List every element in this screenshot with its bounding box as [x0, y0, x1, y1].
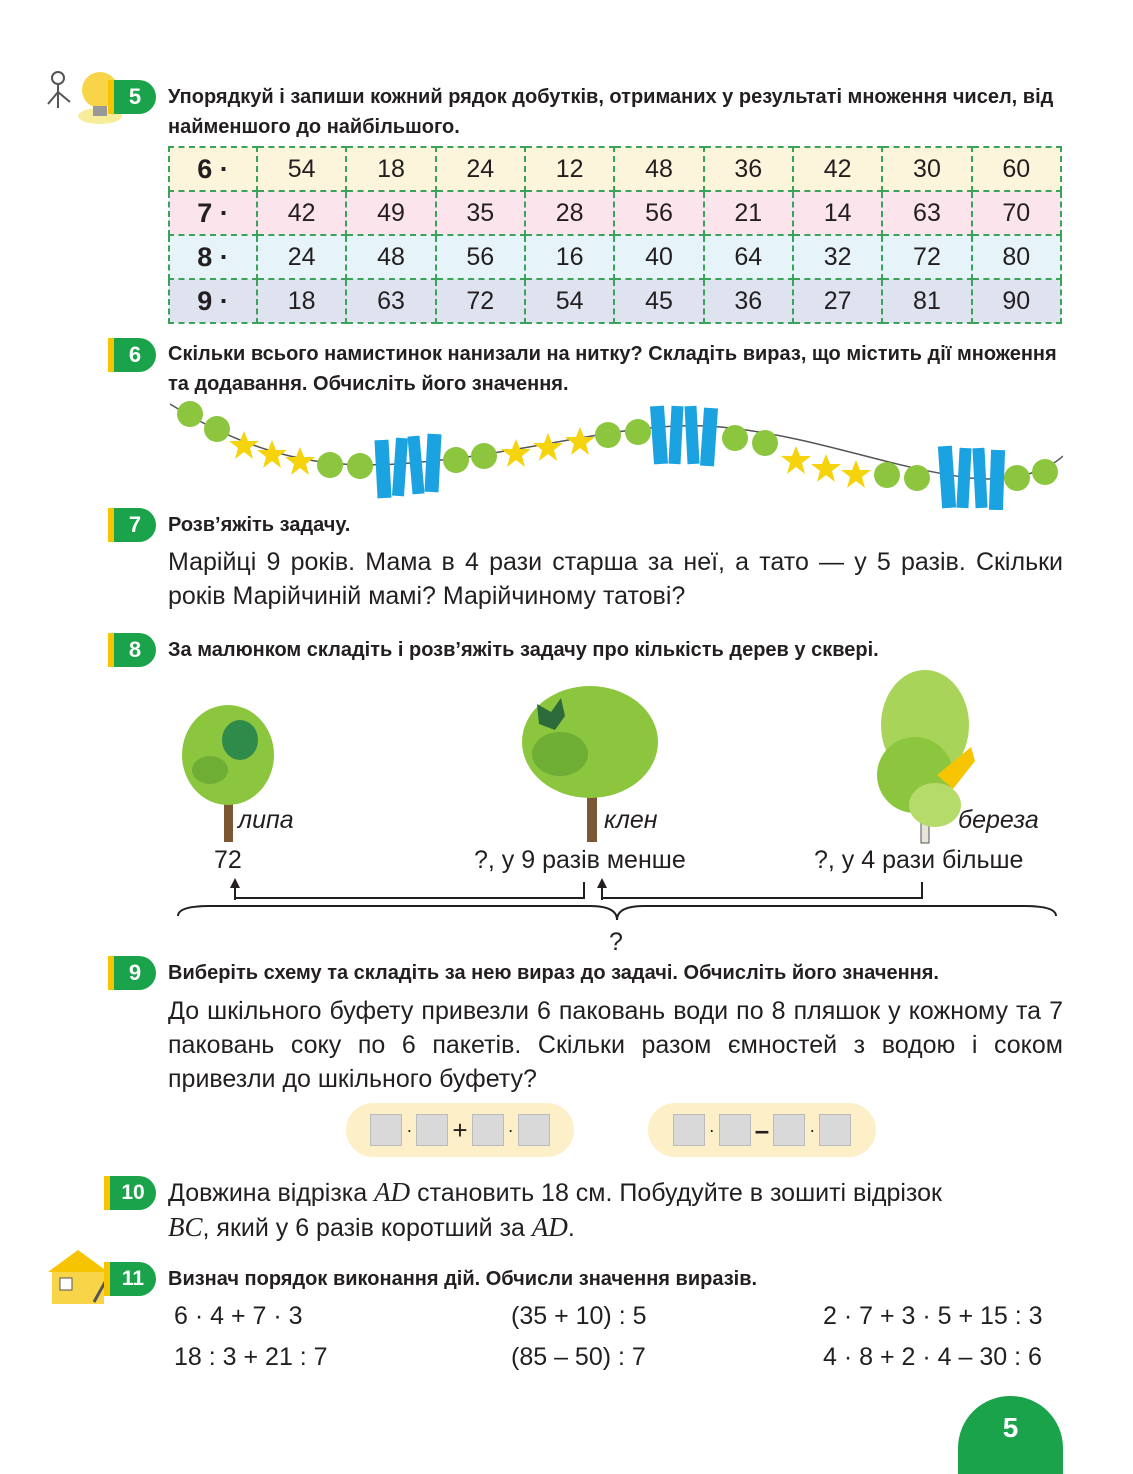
expression: (35 + 10) : 5: [511, 1302, 647, 1330]
exercise-10-number: 10: [110, 1176, 156, 1210]
multiply-sign: ·: [708, 1120, 715, 1140]
empty-box: [673, 1114, 705, 1146]
segment-bc: BC: [168, 1212, 203, 1242]
table-cell: 27: [793, 279, 882, 323]
text-part: , який у 6 разів коротший за: [202, 1214, 532, 1242]
minus-sign: –: [754, 1114, 770, 1145]
exercise-5-instruction: Упорядкуй і запиши кожний рядок добутків, отриманих у результаті множення чисел, від найменшого до найбільшого.: [168, 86, 1054, 138]
table-cell: 60: [972, 147, 1061, 191]
empty-box: [472, 1114, 504, 1146]
segment-ad: AD: [374, 1177, 411, 1207]
relation-diagram: [170, 876, 1065, 936]
table-row: [169, 279, 1061, 323]
linden-value: 72: [214, 846, 242, 874]
expression: 6 · 4 + 7 · 3: [174, 1302, 303, 1330]
expression: (85 – 50) : 7: [511, 1343, 646, 1371]
table-cell: 14: [793, 191, 882, 235]
table-cell: 72: [882, 235, 971, 279]
table-cell: 36: [704, 279, 793, 323]
tree-label-maple: клен: [604, 806, 658, 834]
table-cell: 18: [257, 279, 346, 323]
table-cell: 18: [346, 147, 435, 191]
table-cell: 49: [346, 191, 435, 235]
empty-box: [370, 1114, 402, 1146]
table-cell: 90: [972, 279, 1061, 323]
table-cell: 45: [614, 279, 703, 323]
maple-value: ?, у 9 разів менше: [474, 846, 686, 874]
table-cell: 24: [436, 147, 525, 191]
text-part: Довжина відрізка: [168, 1179, 375, 1207]
table-cell: 42: [793, 147, 882, 191]
plus-sign: +: [452, 1114, 468, 1145]
bead-string-illustration: [170, 398, 1063, 510]
exercise-7-instruction: Розв’яжіть задачу.: [168, 514, 351, 536]
table-cell: 70: [972, 191, 1061, 235]
table-cell: 40: [614, 235, 703, 279]
empty-box: [719, 1114, 751, 1146]
table-cell: 21: [704, 191, 793, 235]
exercise-9-text: До шкільного буфету привезли 6 паковань води по 8 пляшок у кожному та 7 паковань соку по 6 пакетів. Скільки разом ємностей з водою і соком привезли до шкільного буфету?: [168, 997, 1063, 1093]
table-row: [169, 147, 1061, 191]
text-part: .: [567, 1214, 575, 1242]
exercise-9-number: 9: [114, 956, 156, 990]
exercise-6-number: 6: [114, 338, 156, 372]
table-cell: 54: [525, 279, 614, 323]
exercise-8-number: 8: [114, 633, 156, 667]
tree-label-linden: липа: [238, 806, 294, 834]
table-cell: 35: [436, 191, 525, 235]
table-cell: 56: [436, 235, 525, 279]
exercise-10-text: [168, 1175, 1063, 1245]
exercise-5-number: 5: [114, 80, 156, 114]
table-cell: 48: [346, 235, 435, 279]
table-cell: 72: [436, 279, 525, 323]
multiply-sign: ·: [507, 1120, 514, 1140]
multiplication-table: [168, 146, 1062, 324]
total-question: ?: [609, 928, 623, 956]
row-lead: 8 ·: [169, 235, 257, 279]
empty-box: [819, 1114, 851, 1146]
table-cell: 48: [614, 147, 703, 191]
table-row: [169, 235, 1061, 279]
tree-label-birch: береза: [958, 806, 1039, 834]
empty-box: [518, 1114, 550, 1146]
multiply-sign: ·: [809, 1120, 816, 1140]
page-number: 5: [958, 1396, 1063, 1474]
exercise-8-instruction: За малюнком складіть і розв’яжіть задачу про кількість дерев у сквері.: [168, 639, 879, 661]
exercise-6-instruction: Скільки всього намистинок нанизали на нитку? Складіть вираз, що містить дії множення та додавання. Обчисліть його значення.: [168, 343, 1057, 395]
empty-box: [416, 1114, 448, 1146]
table-cell: 81: [882, 279, 971, 323]
empty-box: [773, 1114, 805, 1146]
table-row: [169, 191, 1061, 235]
table-cell: 54: [257, 147, 346, 191]
text-part: становить 18 см. Побудуйте в зошиті відрізок: [410, 1179, 942, 1207]
table-cell: 56: [614, 191, 703, 235]
schema-2: [648, 1103, 876, 1157]
row-lead: 7 ·: [169, 191, 257, 235]
table-cell: 36: [704, 147, 793, 191]
exercise-7-text: Марійці 9 років. Мама в 4 рази старша за неї, а тато — у 5 разів. Скільки років Марійчиній мамі? Марійчиному татові?: [168, 548, 1063, 610]
exercise-7-number: 7: [114, 508, 156, 542]
exercise-11-instruction: Визнач порядок виконання дій. Обчисли значення виразів.: [168, 1268, 758, 1290]
row-lead: 9 ·: [169, 279, 257, 323]
exercise-9-instruction: Виберіть схему та складіть за нею вираз до задачі. Обчисліть його значення.: [168, 962, 939, 984]
exercise-11-number: 11: [110, 1262, 156, 1296]
expression: 18 : 3 + 21 : 7: [174, 1343, 328, 1371]
table-cell: 63: [346, 279, 435, 323]
table-cell: 80: [972, 235, 1061, 279]
expression: 4 · 8 + 2 · 4 – 30 : 6: [823, 1343, 1042, 1371]
expression: 2 · 7 + 3 · 5 + 15 : 3: [823, 1302, 1043, 1330]
table-cell: 24: [257, 235, 346, 279]
multiply-sign: ·: [406, 1120, 413, 1140]
table-cell: 64: [704, 235, 793, 279]
table-cell: 16: [525, 235, 614, 279]
table-cell: 32: [793, 235, 882, 279]
table-cell: 63: [882, 191, 971, 235]
schema-1: [346, 1103, 574, 1157]
table-cell: 30: [882, 147, 971, 191]
table-cell: 28: [525, 191, 614, 235]
segment-ad: AD: [531, 1212, 568, 1242]
row-lead: 6 ·: [169, 147, 257, 191]
birch-value: ?, у 4 рази більше: [814, 846, 1024, 874]
table-cell: 42: [257, 191, 346, 235]
table-cell: 12: [525, 147, 614, 191]
